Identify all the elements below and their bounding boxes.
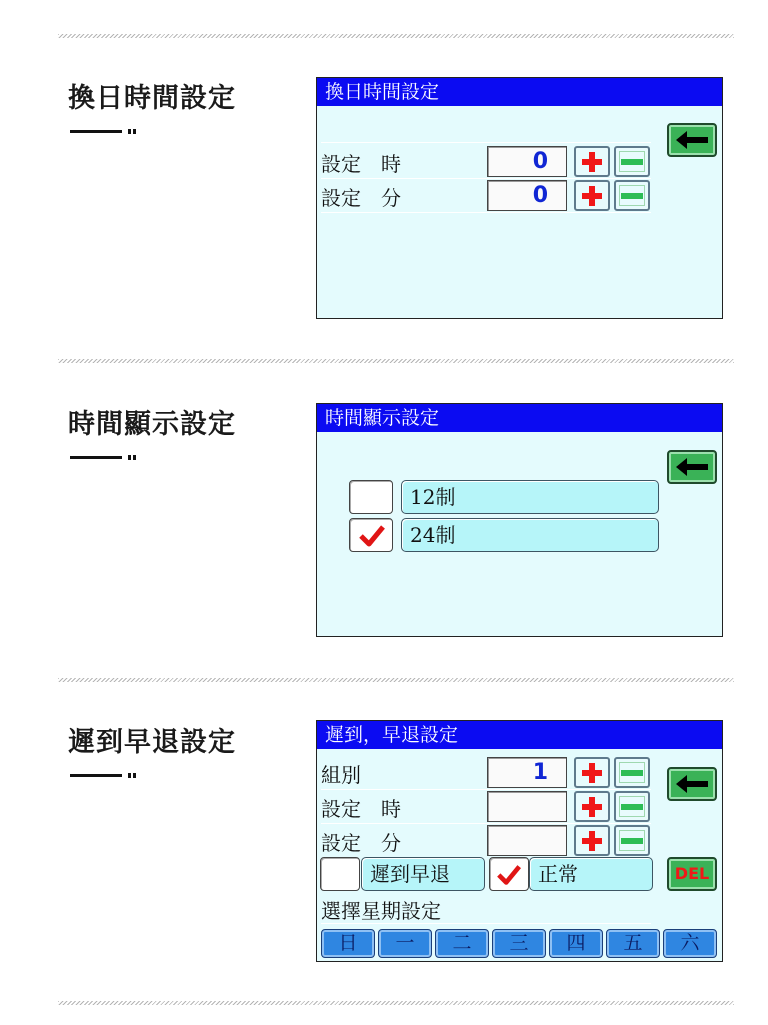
title-decoration xyxy=(70,770,140,780)
panel-header: 時間顯示設定 xyxy=(317,404,722,432)
weekday-selector xyxy=(321,929,719,958)
back-button[interactable] xyxy=(667,123,717,157)
weekday-settings-label: 選擇星期設定 xyxy=(321,899,441,923)
group-value-field[interactable]: 1 xyxy=(487,757,567,788)
row-divider xyxy=(321,212,651,213)
minute-value-field[interactable] xyxy=(487,825,567,856)
row-divider xyxy=(321,178,651,179)
option-24h-button[interactable]: 24制 xyxy=(401,518,659,552)
row-divider xyxy=(321,923,651,924)
minute-value-field[interactable]: 0 xyxy=(487,180,567,211)
row-label: 組別 xyxy=(321,763,361,787)
row-set-hour xyxy=(321,791,716,822)
checkmark-icon xyxy=(496,863,522,887)
title-decoration xyxy=(70,126,140,136)
panel-header: 換日時間設定 xyxy=(317,78,722,106)
group-minus-button[interactable] xyxy=(614,757,650,788)
day-button-fri[interactable]: 五 xyxy=(606,929,660,958)
day-button-sat[interactable]: 六 xyxy=(663,929,717,958)
separator xyxy=(58,34,734,38)
minute-minus-button[interactable] xyxy=(614,180,650,211)
panel-late-early xyxy=(316,720,723,962)
hour-value-field[interactable] xyxy=(487,791,567,822)
row-label: 設定 時 xyxy=(321,152,401,176)
row-set-hour xyxy=(321,146,716,177)
title-decoration xyxy=(70,452,140,462)
section-title-time-display: 時間顯示設定 xyxy=(68,409,236,440)
back-button[interactable] xyxy=(667,450,717,484)
day-button-wed[interactable]: 三 xyxy=(492,929,546,958)
checkmark-icon xyxy=(358,524,386,548)
checkbox-normal[interactable] xyxy=(489,857,529,891)
arrow-left-icon xyxy=(676,458,708,476)
day-button-tue[interactable]: 二 xyxy=(435,929,489,958)
hour-minus-button[interactable] xyxy=(614,146,650,177)
day-button-sun[interactable]: 日 xyxy=(321,929,375,958)
minute-plus-button[interactable] xyxy=(574,825,610,856)
late-early-button[interactable]: 遲到早退 xyxy=(361,857,485,891)
row-label: 設定 分 xyxy=(321,831,401,855)
row-divider xyxy=(321,142,651,143)
row-divider xyxy=(321,789,651,790)
row-group xyxy=(321,757,716,788)
row-label: 設定 時 xyxy=(321,797,401,821)
back-button[interactable] xyxy=(667,767,717,801)
normal-button[interactable]: 正常 xyxy=(529,857,653,891)
hour-value-field[interactable]: 0 xyxy=(487,146,567,177)
minute-minus-button[interactable] xyxy=(614,825,650,856)
panel-time-display xyxy=(316,403,723,637)
hour-plus-button[interactable] xyxy=(574,791,610,822)
option-12h-button[interactable]: 12制 xyxy=(401,480,659,514)
day-button-thu[interactable]: 四 xyxy=(549,929,603,958)
checkbox-late-early[interactable] xyxy=(320,857,360,891)
row-divider xyxy=(321,823,651,824)
minute-plus-button[interactable] xyxy=(574,180,610,211)
panel-day-change xyxy=(316,77,723,319)
section-title-day-change: 換日時間設定 xyxy=(68,83,236,114)
panel-header: 遲到，早退設定 xyxy=(317,721,722,749)
separator xyxy=(58,359,734,363)
checkbox-12h[interactable] xyxy=(349,480,393,514)
separator xyxy=(58,678,734,682)
arrow-left-icon xyxy=(676,775,708,793)
del-button[interactable]: DEL xyxy=(667,857,717,891)
row-label: 設定 分 xyxy=(321,186,401,210)
day-button-mon[interactable]: 一 xyxy=(378,929,432,958)
arrow-left-icon xyxy=(676,131,708,149)
row-set-minute xyxy=(321,825,716,856)
hour-plus-button[interactable] xyxy=(574,146,610,177)
row-set-minute xyxy=(321,180,716,211)
section-title-late-early: 遲到早退設定 xyxy=(68,727,236,758)
checkbox-24h[interactable] xyxy=(349,518,393,552)
hour-minus-button[interactable] xyxy=(614,791,650,822)
group-plus-button[interactable] xyxy=(574,757,610,788)
separator xyxy=(58,1001,734,1005)
